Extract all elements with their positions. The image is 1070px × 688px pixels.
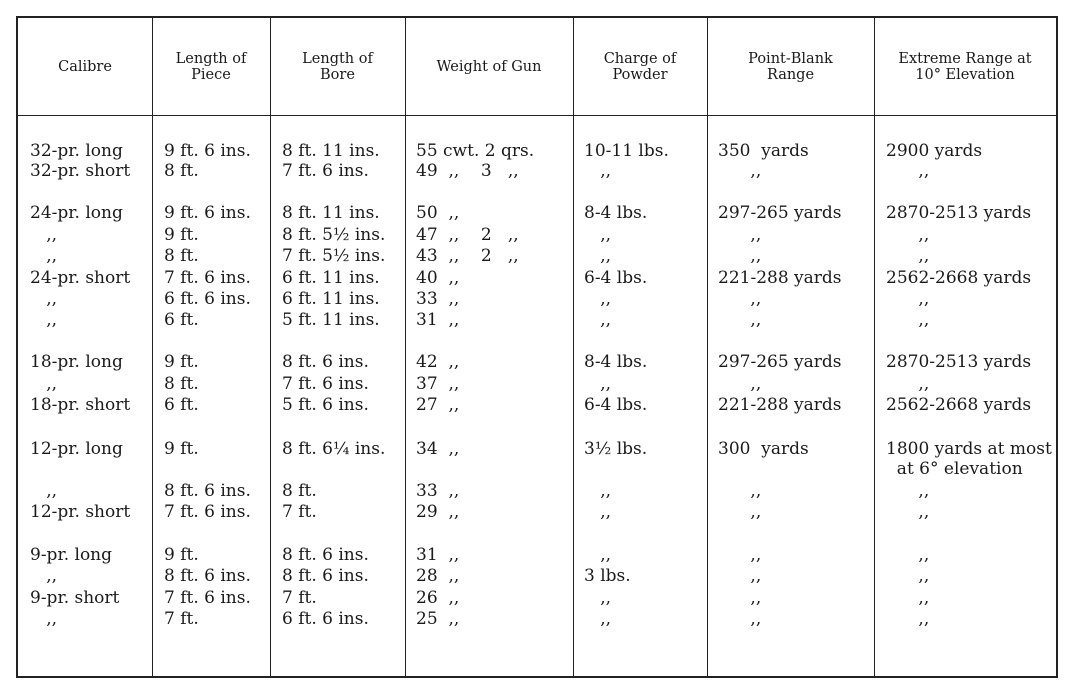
table-cell: 7 ft. 6 ins. bbox=[282, 161, 369, 181]
table-cell: 8 ft. 6 ins. bbox=[164, 566, 251, 586]
table-cell: 10-11 lbs. bbox=[584, 141, 669, 161]
table-cell: 18-pr. long bbox=[30, 352, 123, 372]
table-cell: 2562-2668 yards bbox=[886, 268, 1032, 288]
table-cell: ,, bbox=[584, 289, 612, 309]
table-cell: 55 cwt. 2 qrs. bbox=[416, 141, 535, 161]
table-cell: 28 ,, bbox=[416, 566, 460, 586]
table-cell: ,, bbox=[584, 481, 612, 501]
table-cell: 6-4 lbs. bbox=[584, 268, 648, 288]
table-cell: 8 ft. bbox=[164, 374, 199, 394]
table-cell: ,, bbox=[886, 374, 930, 394]
table-cell: 12-pr. short bbox=[30, 502, 131, 522]
table-cell: ,, bbox=[886, 246, 930, 266]
table-cell: ,, bbox=[718, 566, 762, 586]
table-cell: 34 ,, bbox=[416, 439, 460, 459]
table-cell: 9-pr. long bbox=[30, 545, 113, 565]
table-cell: ,, bbox=[718, 481, 762, 501]
header-weight-of-gun bbox=[405, 18, 573, 115]
table-cell: 7 ft. bbox=[164, 609, 199, 629]
table-cell: 6 ft. bbox=[164, 310, 199, 330]
table-cell: 8 ft. bbox=[164, 246, 199, 266]
table-cell: ,, bbox=[718, 161, 762, 181]
table-cell: 2900 yards bbox=[886, 141, 983, 161]
table-cell: ,, bbox=[30, 481, 58, 501]
table-cell: ,, bbox=[886, 289, 930, 309]
table-cell: 6 ft. 6 ins. bbox=[164, 289, 251, 309]
table-cell: 6 ft. 11 ins. bbox=[282, 268, 380, 288]
table-cell: ,, bbox=[886, 161, 930, 181]
table-cell: 8 ft. 6 ins. bbox=[282, 352, 369, 372]
header-charge-of-powder bbox=[573, 18, 707, 115]
table-cell: ,, bbox=[886, 588, 930, 608]
table-cell: 3 lbs. bbox=[584, 566, 631, 586]
table-cell: 8 ft. 6¼ ins. bbox=[282, 439, 386, 459]
header-text: 10° Elevation bbox=[915, 66, 1015, 83]
header-text: Calibre bbox=[58, 58, 112, 75]
table-cell: 297-265 yards bbox=[718, 203, 842, 223]
table-cell: 7 ft. bbox=[282, 588, 317, 608]
table-cell: ,, bbox=[584, 609, 612, 629]
table-cell: 9 ft. 6 ins. bbox=[164, 203, 251, 223]
header-text: Powder bbox=[612, 66, 668, 83]
table-cell: ,, bbox=[30, 609, 58, 629]
table-cell: 43 ,, 2 ,, bbox=[416, 246, 519, 266]
table-cell: 25 ,, bbox=[416, 609, 460, 629]
table-cell: ,, bbox=[30, 566, 58, 586]
table-cell: 7 ft. 6 ins. bbox=[164, 502, 251, 522]
table-cell: ,, bbox=[886, 566, 930, 586]
table-cell: 9 ft. bbox=[164, 352, 199, 372]
header-text: Length of bbox=[302, 50, 373, 67]
table-cell: 31 ,, bbox=[416, 310, 460, 330]
header-length-of-piece bbox=[152, 18, 270, 115]
table-cell: 6 ft. 6 ins. bbox=[282, 609, 369, 629]
table-cell: 24-pr. long bbox=[30, 203, 123, 223]
table-cell: ,, bbox=[718, 545, 762, 565]
table-cell: 9 ft. 6 ins. bbox=[164, 141, 251, 161]
table-cell: 300 yards bbox=[718, 439, 809, 459]
table-cell: 18-pr. short bbox=[30, 395, 131, 415]
table-cell: ,, bbox=[886, 310, 930, 330]
table-cell: ,, bbox=[718, 609, 762, 629]
table-cell: ,, bbox=[584, 588, 612, 608]
table-cell: ,, bbox=[886, 609, 930, 629]
table-cell: ,, bbox=[886, 545, 930, 565]
table-cell: 350 yards bbox=[718, 141, 809, 161]
table-cell: ,, bbox=[30, 225, 58, 245]
table-cell: 32-pr. long bbox=[30, 141, 123, 161]
table-cell: 8 ft. 6 ins. bbox=[282, 566, 369, 586]
table-cell: 7 ft. 6 ins. bbox=[164, 268, 251, 288]
table-cell: ,, bbox=[886, 502, 930, 522]
table-cell: ,, bbox=[584, 374, 612, 394]
table-cell: ,, bbox=[30, 289, 58, 309]
table-cell: 8-4 lbs. bbox=[584, 203, 648, 223]
table-cell: 31 ,, bbox=[416, 545, 460, 565]
header-text: Weight of Gun bbox=[436, 58, 542, 75]
table-cell: 29 ,, bbox=[416, 502, 460, 522]
table-cell: 5 ft. 6 ins. bbox=[282, 395, 369, 415]
table-cell: 8 ft. bbox=[282, 481, 317, 501]
table-cell: ,, bbox=[718, 588, 762, 608]
table-cell: 6 ft. 11 ins. bbox=[282, 289, 380, 309]
header-text: Piece bbox=[191, 66, 231, 83]
table-cell: 9 ft. bbox=[164, 225, 199, 245]
table-cell: 9 ft. bbox=[164, 439, 199, 459]
table-cell: 26 ,, bbox=[416, 588, 460, 608]
table-cell: ,, bbox=[584, 246, 612, 266]
header-extreme-range bbox=[874, 18, 1056, 115]
table-cell: 9-pr. short bbox=[30, 588, 120, 608]
table-cell: ,, bbox=[584, 161, 612, 181]
column-divider bbox=[874, 18, 875, 676]
table-cell: 12-pr. long bbox=[30, 439, 123, 459]
header-length-of-bore bbox=[270, 18, 405, 115]
table-cell: ,, bbox=[718, 225, 762, 245]
header-text: Bore bbox=[320, 66, 355, 83]
table-cell: 6-4 lbs. bbox=[584, 395, 648, 415]
header-rule bbox=[18, 115, 1056, 116]
table-cell: ,, bbox=[584, 545, 612, 565]
table-cell: 297-265 yards bbox=[718, 352, 842, 372]
table-cell: ,, bbox=[30, 374, 58, 394]
column-divider bbox=[270, 18, 271, 676]
header-point-blank-range bbox=[707, 18, 874, 115]
table-cell: 37 ,, bbox=[416, 374, 460, 394]
table-cell: 33 ,, bbox=[416, 289, 460, 309]
table-cell: ,, bbox=[718, 310, 762, 330]
table-cell: 2562-2668 yards bbox=[886, 395, 1032, 415]
table-cell: ,, bbox=[718, 246, 762, 266]
table-cell: 6 ft. bbox=[164, 395, 199, 415]
table-cell: 49 ,, 3 ,, bbox=[416, 161, 519, 181]
table-cell: 7 ft. 5½ ins. bbox=[282, 246, 386, 266]
table-cell: 8 ft. 6 ins. bbox=[164, 481, 251, 501]
table-cell: 33 ,, bbox=[416, 481, 460, 501]
gun-table bbox=[16, 16, 1058, 678]
table-cell: ,, bbox=[30, 246, 58, 266]
table-cell: 221-288 yards bbox=[718, 395, 842, 415]
table-cell: 2870-2513 yards bbox=[886, 203, 1032, 223]
table-cell: 2870-2513 yards bbox=[886, 352, 1032, 372]
table-cell: 27 ,, bbox=[416, 395, 460, 415]
table-cell: 8-4 lbs. bbox=[584, 352, 648, 372]
table-cell: 7 ft. 6 ins. bbox=[164, 588, 251, 608]
table-cell: ,, bbox=[30, 310, 58, 330]
table-cell: 8 ft. 11 ins. bbox=[282, 203, 380, 223]
table-cell: 3½ lbs. bbox=[584, 439, 648, 459]
table-cell: 1800 yards at most bbox=[886, 439, 1052, 459]
table-cell: 24-pr. short bbox=[30, 268, 131, 288]
table-cell: 8 ft. 5½ ins. bbox=[282, 225, 386, 245]
table-cell: 8 ft. 11 ins. bbox=[282, 141, 380, 161]
table-cell: 32-pr. short bbox=[30, 161, 131, 181]
table-cell: ,, bbox=[718, 289, 762, 309]
table-cell: 40 ,, bbox=[416, 268, 460, 288]
table-cell: ,, bbox=[584, 225, 612, 245]
table-cell: ,, bbox=[886, 481, 930, 501]
table-cell: 42 ,, bbox=[416, 352, 460, 372]
table-cell: ,, bbox=[584, 310, 612, 330]
table-cell: 8 ft. bbox=[164, 161, 199, 181]
table-cell: 221-288 yards bbox=[718, 268, 842, 288]
header-text: Length of bbox=[175, 50, 247, 67]
header-text: Point-Blank bbox=[748, 50, 833, 67]
column-divider bbox=[707, 18, 708, 676]
header-text: Range bbox=[766, 66, 815, 83]
header-calibre bbox=[18, 18, 152, 115]
column-divider bbox=[152, 18, 153, 676]
column-divider bbox=[405, 18, 406, 676]
table-cell: 7 ft. bbox=[282, 502, 317, 522]
table-cell: ,, bbox=[718, 502, 762, 522]
header-text: Charge of bbox=[603, 50, 677, 67]
table-cell: 7 ft. 6 ins. bbox=[282, 374, 369, 394]
table-cell: ,, bbox=[584, 502, 612, 522]
column-divider bbox=[573, 18, 574, 676]
table-cell: 5 ft. 11 ins. bbox=[282, 310, 380, 330]
table-cell: 9 ft. bbox=[164, 545, 199, 565]
table-cell: at 6° elevation bbox=[886, 459, 1023, 479]
table-cell: 47 ,, 2 ,, bbox=[416, 225, 519, 245]
table-cell: ,, bbox=[886, 225, 930, 245]
table-cell: 8 ft. 6 ins. bbox=[282, 545, 369, 565]
table-cell: ,, bbox=[718, 374, 762, 394]
header-text: Extreme Range at bbox=[898, 50, 1032, 67]
table-cell: 50 ,, bbox=[416, 203, 460, 223]
